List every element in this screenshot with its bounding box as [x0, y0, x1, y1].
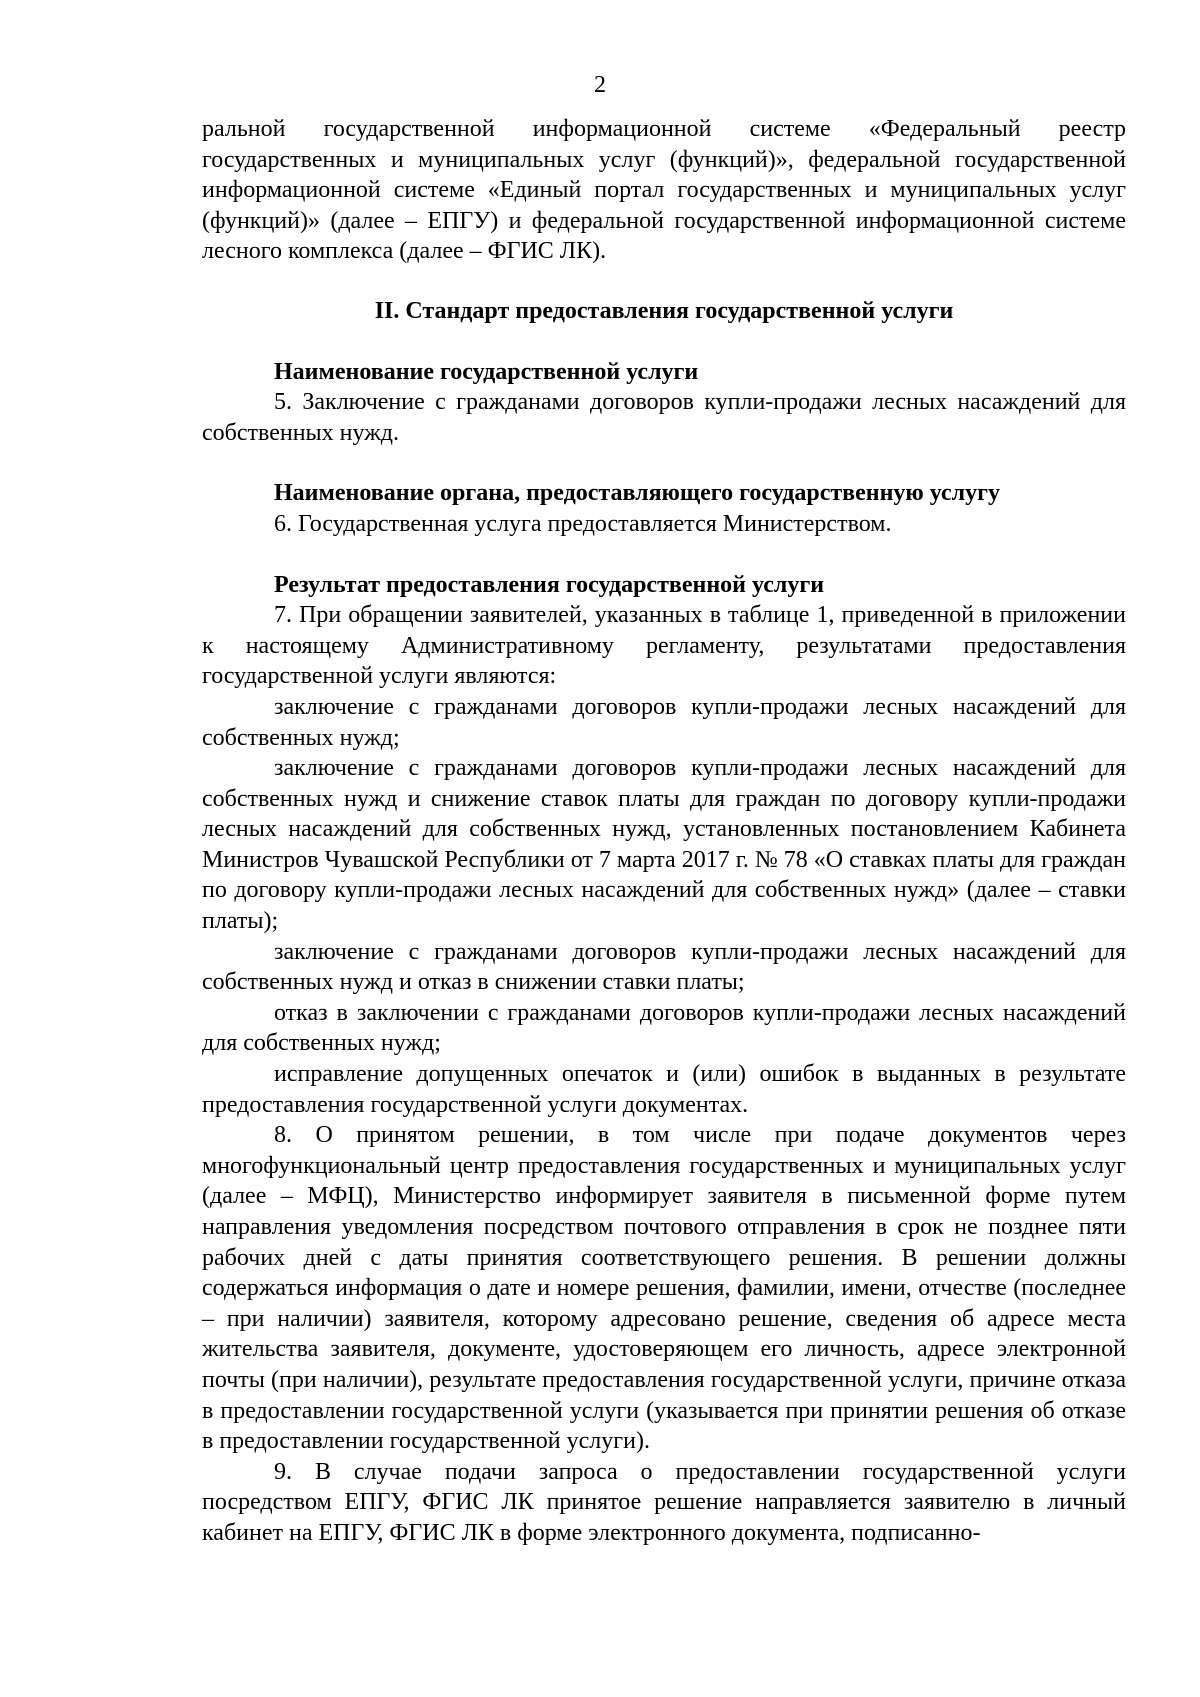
paragraph-8: 8. О принятом решении, в том числе при подаче документов через многофункциональный центр предоставления государственных и муниципальных услуг (далее – МФЦ), Министерство информирует заявителя в письменной форме путем направления уведомления посредством почтового отправления в срок не позднее пяти рабочих дней с даты принятия соответствующего решения. В решении должны содержаться информация о дате и номере решения, фамилии, имени, отчестве (последнее – при наличии) заявителя, которому адресовано решение, сведения об адресе места жительства заявителя, документе, удостоверяющем его личность, адресе электронной почты (при наличии), результате предоставления государственной услуги, причине отказа в предоставлении государственной услуги (указывается при принятии решения об отказе в предоставлении государственной услуги). — [202, 1122, 1126, 1455]
page-number: 2 — [594, 72, 606, 98]
section-title: II. Стандарт предоставления государственной услуги — [374, 297, 954, 324]
result-item: заключение с гражданами договоров купли-продажи лесных насаждений для собственных нужд и отказ в снижении ставки платы; — [202, 938, 1126, 996]
result-item: отказ в заключении с гражданами договоров купли-продажи лесных насаждений для собственных нужд; — [202, 999, 1126, 1057]
document-body — [202, 114, 1126, 1549]
paragraph-9: 9. В случае подачи запроса о предоставлении государственной услуги посредством ЕПГУ, ФГИС ЛК принятое решение направляется заявителю в личный кабинет на ЕПГУ, ФГИС ЛК в форме электронного документа, подписанно- — [202, 1458, 1126, 1546]
result-item: заключение с гражданами договоров купли-продажи лесных насаждений для собственных нужд и снижение ставок платы для граждан по договору купли-продажи лесных насаждений для собственных нужд, установленных постановлением Кабинета Министров Чувашской Республики от 7 марта 2017 г. № 78 «О ставках платы для граждан по договору купли-продажи лесных насаждений для собственных нужд» (далее – ставки платы); — [202, 755, 1126, 935]
paragraph-6: 6. Государственная услуга предоставляется Министерством. — [274, 510, 892, 537]
subheading-result: Результат предоставления государственной услуги — [274, 571, 825, 598]
paragraph-7: 7. При обращении заявителей, указанных в таблице 1, приведенной в приложении к настоящему Административному регламенту, результатами предоставления государственной услуги являются: — [202, 602, 1126, 690]
result-item: исправление допущенных опечаток и (или) ошибок в выданных в результате предоставления государственной услуги документах. — [202, 1061, 1126, 1118]
intro-paragraph: ральной государственной информационной системе «Федеральный реестр государственных и муниципальных услуг (функций)», федеральной государственной информационной системе «Единый портал государственных и муниципальных услуг (функций)» (далее – ЕПГУ) и федеральной государственной информационной системе лесного комплекса (далее – ФГИС ЛК). — [202, 116, 1126, 265]
result-item: заключение с гражданами договоров купли-продажи лесных насаждений для собственных нужд; — [202, 693, 1126, 751]
subheading-authority: Наименование органа, предоставляющего государственную услугу — [274, 480, 1001, 507]
paragraph-5: 5. Заключение с гражданами договоров купли-продажи лесных насаждений для собственных нужд. — [202, 389, 1126, 446]
subheading-service-name: Наименование государственной услуги — [274, 358, 699, 385]
